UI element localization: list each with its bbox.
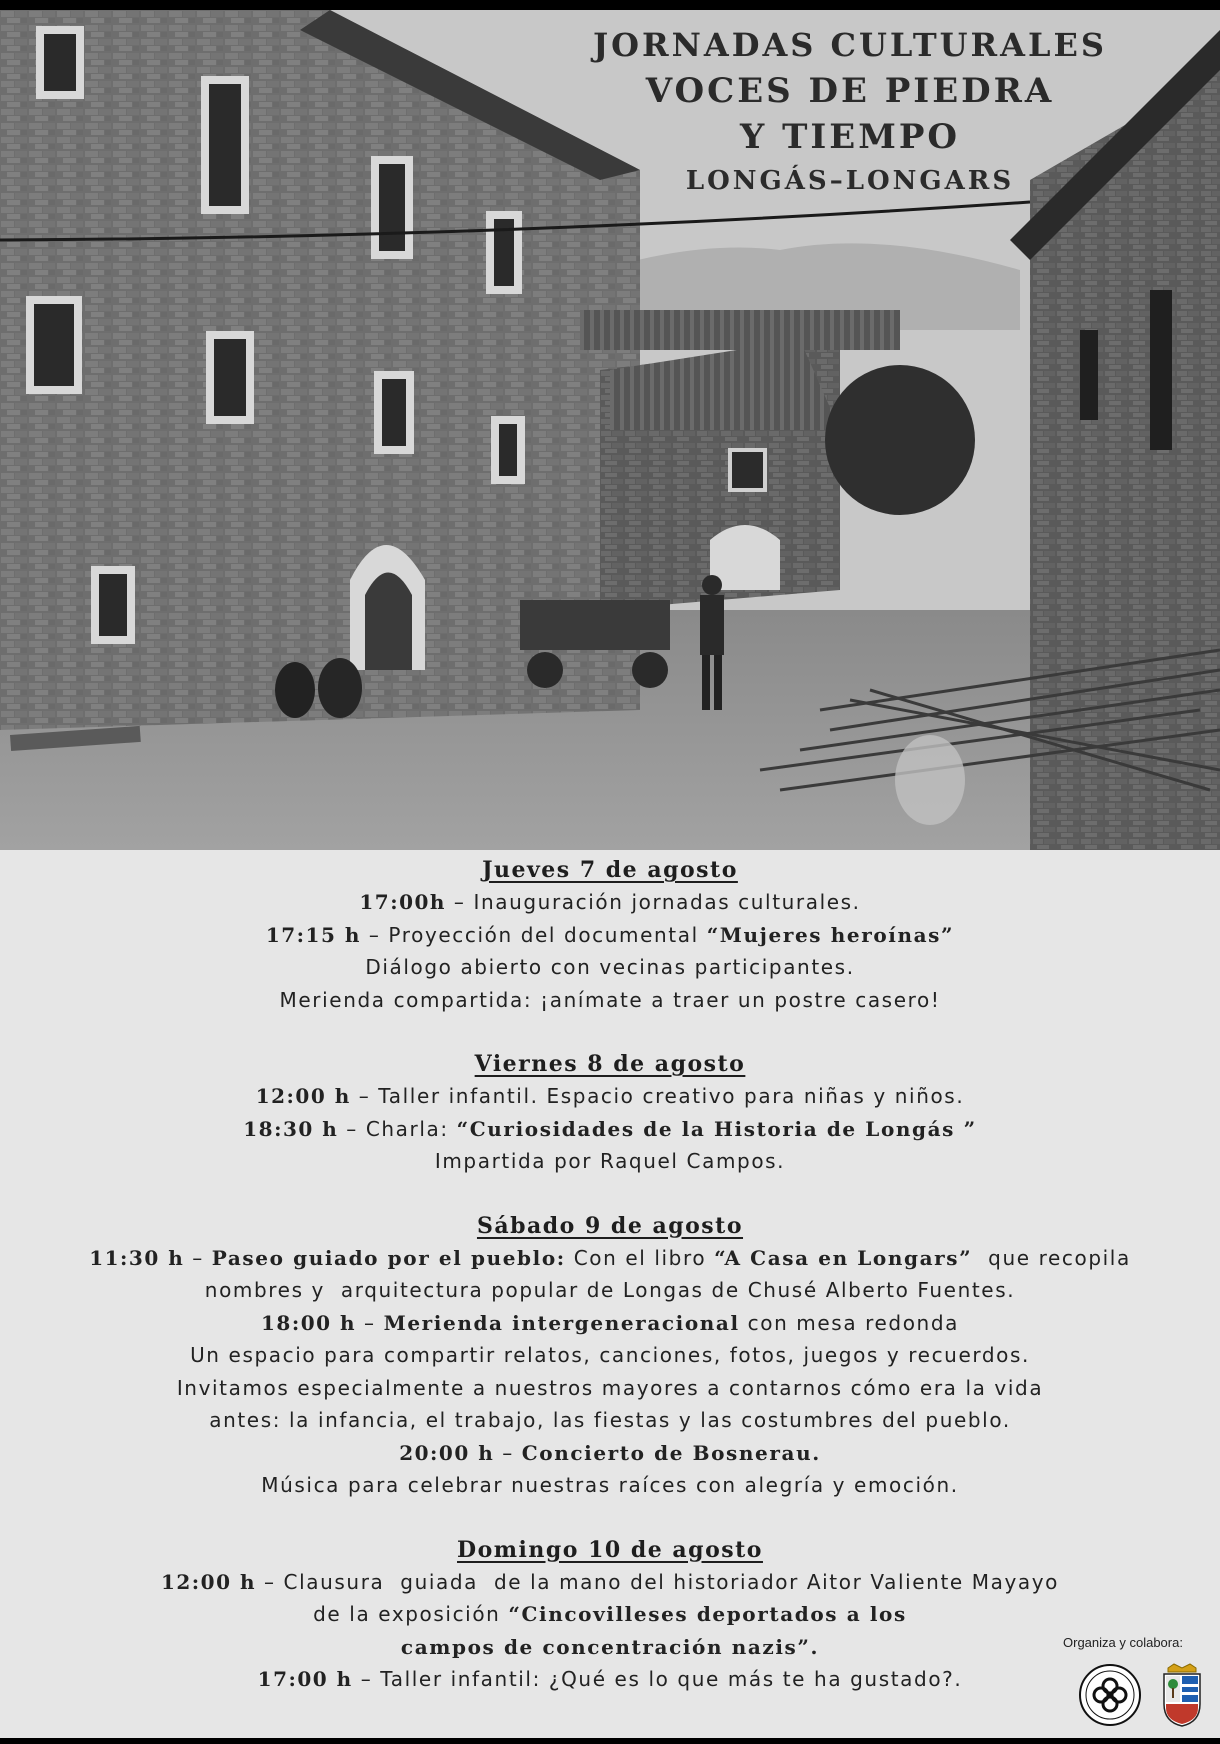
sponsors-label: Organiza y colabora: <box>1063 1635 1183 1650</box>
day-heading-sabado: Sábado 9 de agosto <box>476 1212 744 1239</box>
event-time: 18:30 h <box>243 1116 339 1141</box>
title-location: LONGÁS–LONGARS <box>685 166 1015 196</box>
event-time: 18:00 h <box>261 1310 357 1335</box>
event-text: – Inauguración jornadas culturales. <box>445 890 861 914</box>
event-time: 11:30 h <box>89 1245 185 1270</box>
event-separator: – <box>184 1245 212 1270</box>
schedule-line <box>0 1663 1220 1696</box>
event-highlight: “Curiosidades de la Historia de Longás ” <box>456 1116 977 1141</box>
event-separator: – <box>494 1440 522 1465</box>
poster-title <box>560 22 1140 202</box>
schedule-line: Invitamos especialmente a nuestros mayores a contarnos cómo era la vida <box>176 1375 1044 1400</box>
day-heading-jueves: Jueves 7 de agosto <box>482 857 738 883</box>
schedule-line <box>0 1631 1220 1664</box>
day-heading-domingo: Domingo 10 de agosto <box>457 1536 763 1563</box>
event-highlight: “Cincovilleses deportados a los <box>508 1602 907 1626</box>
event-text: – Taller infantil: ¿Qué es lo que más te ha gustado?. <box>352 1667 963 1691</box>
event-text: – Proyección del documental <box>360 922 707 947</box>
schedule-line <box>0 1598 1220 1631</box>
event-highlight: campos de concentración nazis”. <box>400 1634 820 1659</box>
event-text: – Taller infantil. Espacio creativo para niñas y niños. <box>350 1084 965 1108</box>
title-line-1: JORNADAS CULTURALES <box>593 26 1107 64</box>
schedule-line: Merienda compartida: ¡anímate a traer un postre casero! <box>279 987 941 1012</box>
schedule-line: Música para celebrar nuestras raíces con alegría y emoción. <box>261 1473 959 1497</box>
event-text: de la exposición <box>313 1602 509 1626</box>
municipal-coat-of-arms-logo <box>1160 1662 1204 1728</box>
event-text: que recopila <box>972 1245 1131 1270</box>
schedule-line <box>0 886 1220 919</box>
event-time: 20:00 h <box>399 1440 495 1465</box>
schedule-line: Impartida por Raquel Campos. <box>434 1149 786 1173</box>
schedule-line: Un espacio para compartir relatos, canciones, fotos, juegos y recuerdos. <box>190 1343 1030 1367</box>
program-schedule <box>0 850 1220 1738</box>
event-time: 17:00h <box>359 890 446 914</box>
schedule-line: antes: la infancia, el trabajo, las fiestas y las costumbres del pueblo. <box>209 1408 1011 1432</box>
association-seal-logo <box>1078 1663 1142 1727</box>
event-text: Con el libro <box>565 1245 715 1270</box>
event-separator: – <box>356 1310 384 1335</box>
event-time: 12:00 h <box>255 1084 351 1108</box>
bottom-border <box>0 1738 1220 1744</box>
event-text: – Clausura guiada de la mano del historiador Aitor Valiente Mayayo <box>256 1569 1060 1594</box>
schedule-line: Diálogo abierto con vecinas participantes. <box>365 955 855 979</box>
schedule-line <box>0 1113 1220 1146</box>
schedule-line <box>0 1566 1220 1599</box>
event-highlight: “A Casa en Longars” <box>714 1245 973 1270</box>
schedule-line <box>0 1307 1220 1340</box>
event-highlight: Concierto de Bosnerau. <box>521 1440 821 1465</box>
event-time: 17:00 h <box>257 1667 353 1691</box>
event-time: 12:00 h <box>160 1569 257 1594</box>
event-highlight: Paseo guiado por el pueblo: <box>211 1245 566 1270</box>
schedule-line: nombres y arquitectura popular de Longas de Chusé Alberto Fuentes. <box>204 1278 1016 1302</box>
event-highlight: Merienda intergeneracional <box>383 1310 740 1335</box>
schedule-line <box>0 1080 1220 1113</box>
day-heading-viernes: Viernes 8 de agosto <box>474 1051 746 1077</box>
event-time: 17:15 h <box>265 922 361 947</box>
event-text: con mesa redonda <box>739 1310 959 1335</box>
schedule-line <box>0 919 1220 952</box>
title-line-2: VOCES DE PIEDRA <box>645 71 1055 111</box>
event-text: – Charla: <box>338 1116 457 1141</box>
event-highlight: “Mujeres heroínas” <box>706 922 955 947</box>
title-line-3: Y TIEMPO <box>739 117 961 157</box>
schedule-line <box>0 1437 1220 1470</box>
schedule-line <box>0 1242 1220 1275</box>
village-photo <box>0 10 1220 850</box>
